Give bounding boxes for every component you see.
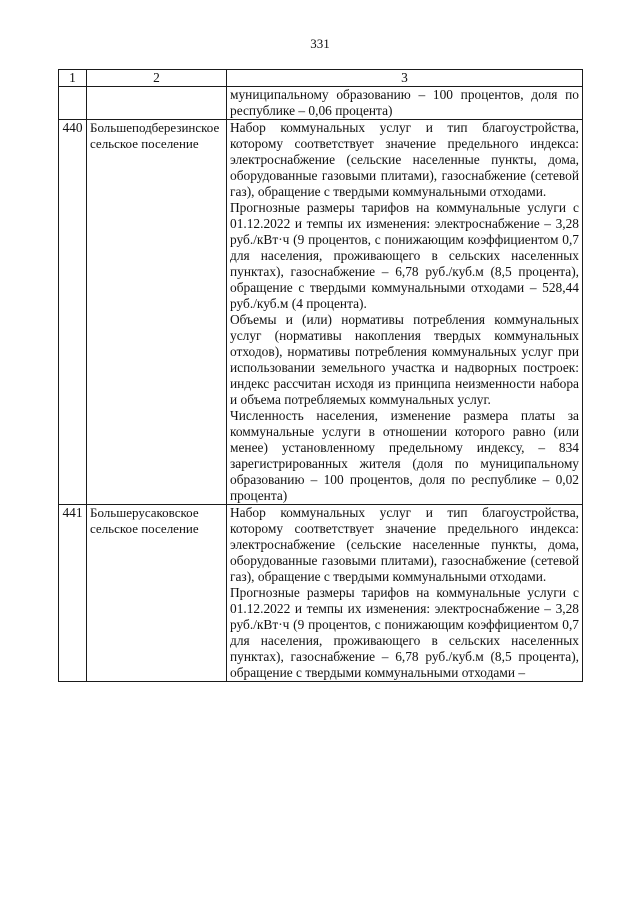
table-row-441 — [59, 505, 583, 682]
description-paragraph: Численность населения, изменение размера платы за коммунальные услуги в отношении которого равно (или менее) установленному предельному индексу, – 834 зарегистрированных жителя (доля по муниципальному образованию – 100 процентов, доля по республике – 0,02 процента) — [230, 408, 579, 503]
description-paragraph: Прогнозные размеры тарифов на коммунальные услуги с 01.12.2022 и темпы их изменения: электроснабжение – 3,28 руб./кВт·ч (9 процентов, с понижающим коэффициентом 0,7 для населения, проживающего в сельских населенных пунктах), газоснабжение – 6,78 руб./куб.м (8,5 процента), обращение с твердыми коммунальными отходами – 528,44 руб./куб.м (4 процента). — [230, 200, 579, 311]
header-col-2: 2 — [87, 70, 227, 87]
row-number-cell: 440 — [59, 120, 87, 505]
description-paragraph: Объемы и (или) нормативы потребления коммунальных услуг (нормативы накопления твердых коммунальных отходов), нормативы потребления коммунальных услуг при использовании земельного участка и надворных построек: индекс рассчитан исходя из принципа неизменности набора и объема потребляемых коммунальных услуг. — [230, 312, 579, 407]
row-number-cell — [59, 87, 87, 120]
description-paragraph: Набор коммунальных услуг и тип благоустройства, которому соответствует значение предельного индекса: электроснабжение (сельские населенные пункты, дома, оборудованные газовыми плитами), газоснабжение (сетевой газ), обращение с твердыми коммунальными отходами. — [230, 505, 579, 584]
description-paragraph: муниципальному образованию – 100 процентов, доля по республике – 0,06 процента) — [230, 87, 579, 118]
row-name-cell: Большеподберезинское сельское поселение — [87, 120, 227, 505]
row-description-cell — [227, 120, 583, 505]
page-number: 331 — [310, 36, 330, 51]
table-header-row — [59, 70, 583, 87]
row-description-cell — [227, 505, 583, 682]
table-row-440 — [59, 120, 583, 505]
tariff-table — [58, 69, 583, 682]
table-row-continuation — [59, 87, 583, 120]
row-name-cell: Большерусаковское сельское поселение — [87, 505, 227, 682]
description-paragraph: Набор коммунальных услуг и тип благоустройства, которому соответствует значение предельного индекса: электроснабжение (сельские населенные пункты, дома, оборудованные газовыми плитами), газоснабжение (сетевой газ), обращение с твердыми коммунальными отходами. — [230, 120, 579, 199]
row-number-cell: 441 — [59, 505, 87, 682]
header-col-1: 1 — [59, 70, 87, 87]
row-description-cell — [227, 87, 583, 120]
header-col-3: 3 — [227, 70, 583, 87]
row-name-cell — [87, 87, 227, 120]
description-paragraph: Прогнозные размеры тарифов на коммунальные услуги с 01.12.2022 и темпы их изменения: электроснабжение – 3,28 руб./кВт·ч (9 процентов, с понижающим коэффициентом 0,7 для населения, проживающего в сельских населенных пунктах), газоснабжение – 6,78 руб./куб.м (8,5 процента), обращение с твердыми коммунальными отходами – — [230, 585, 579, 680]
